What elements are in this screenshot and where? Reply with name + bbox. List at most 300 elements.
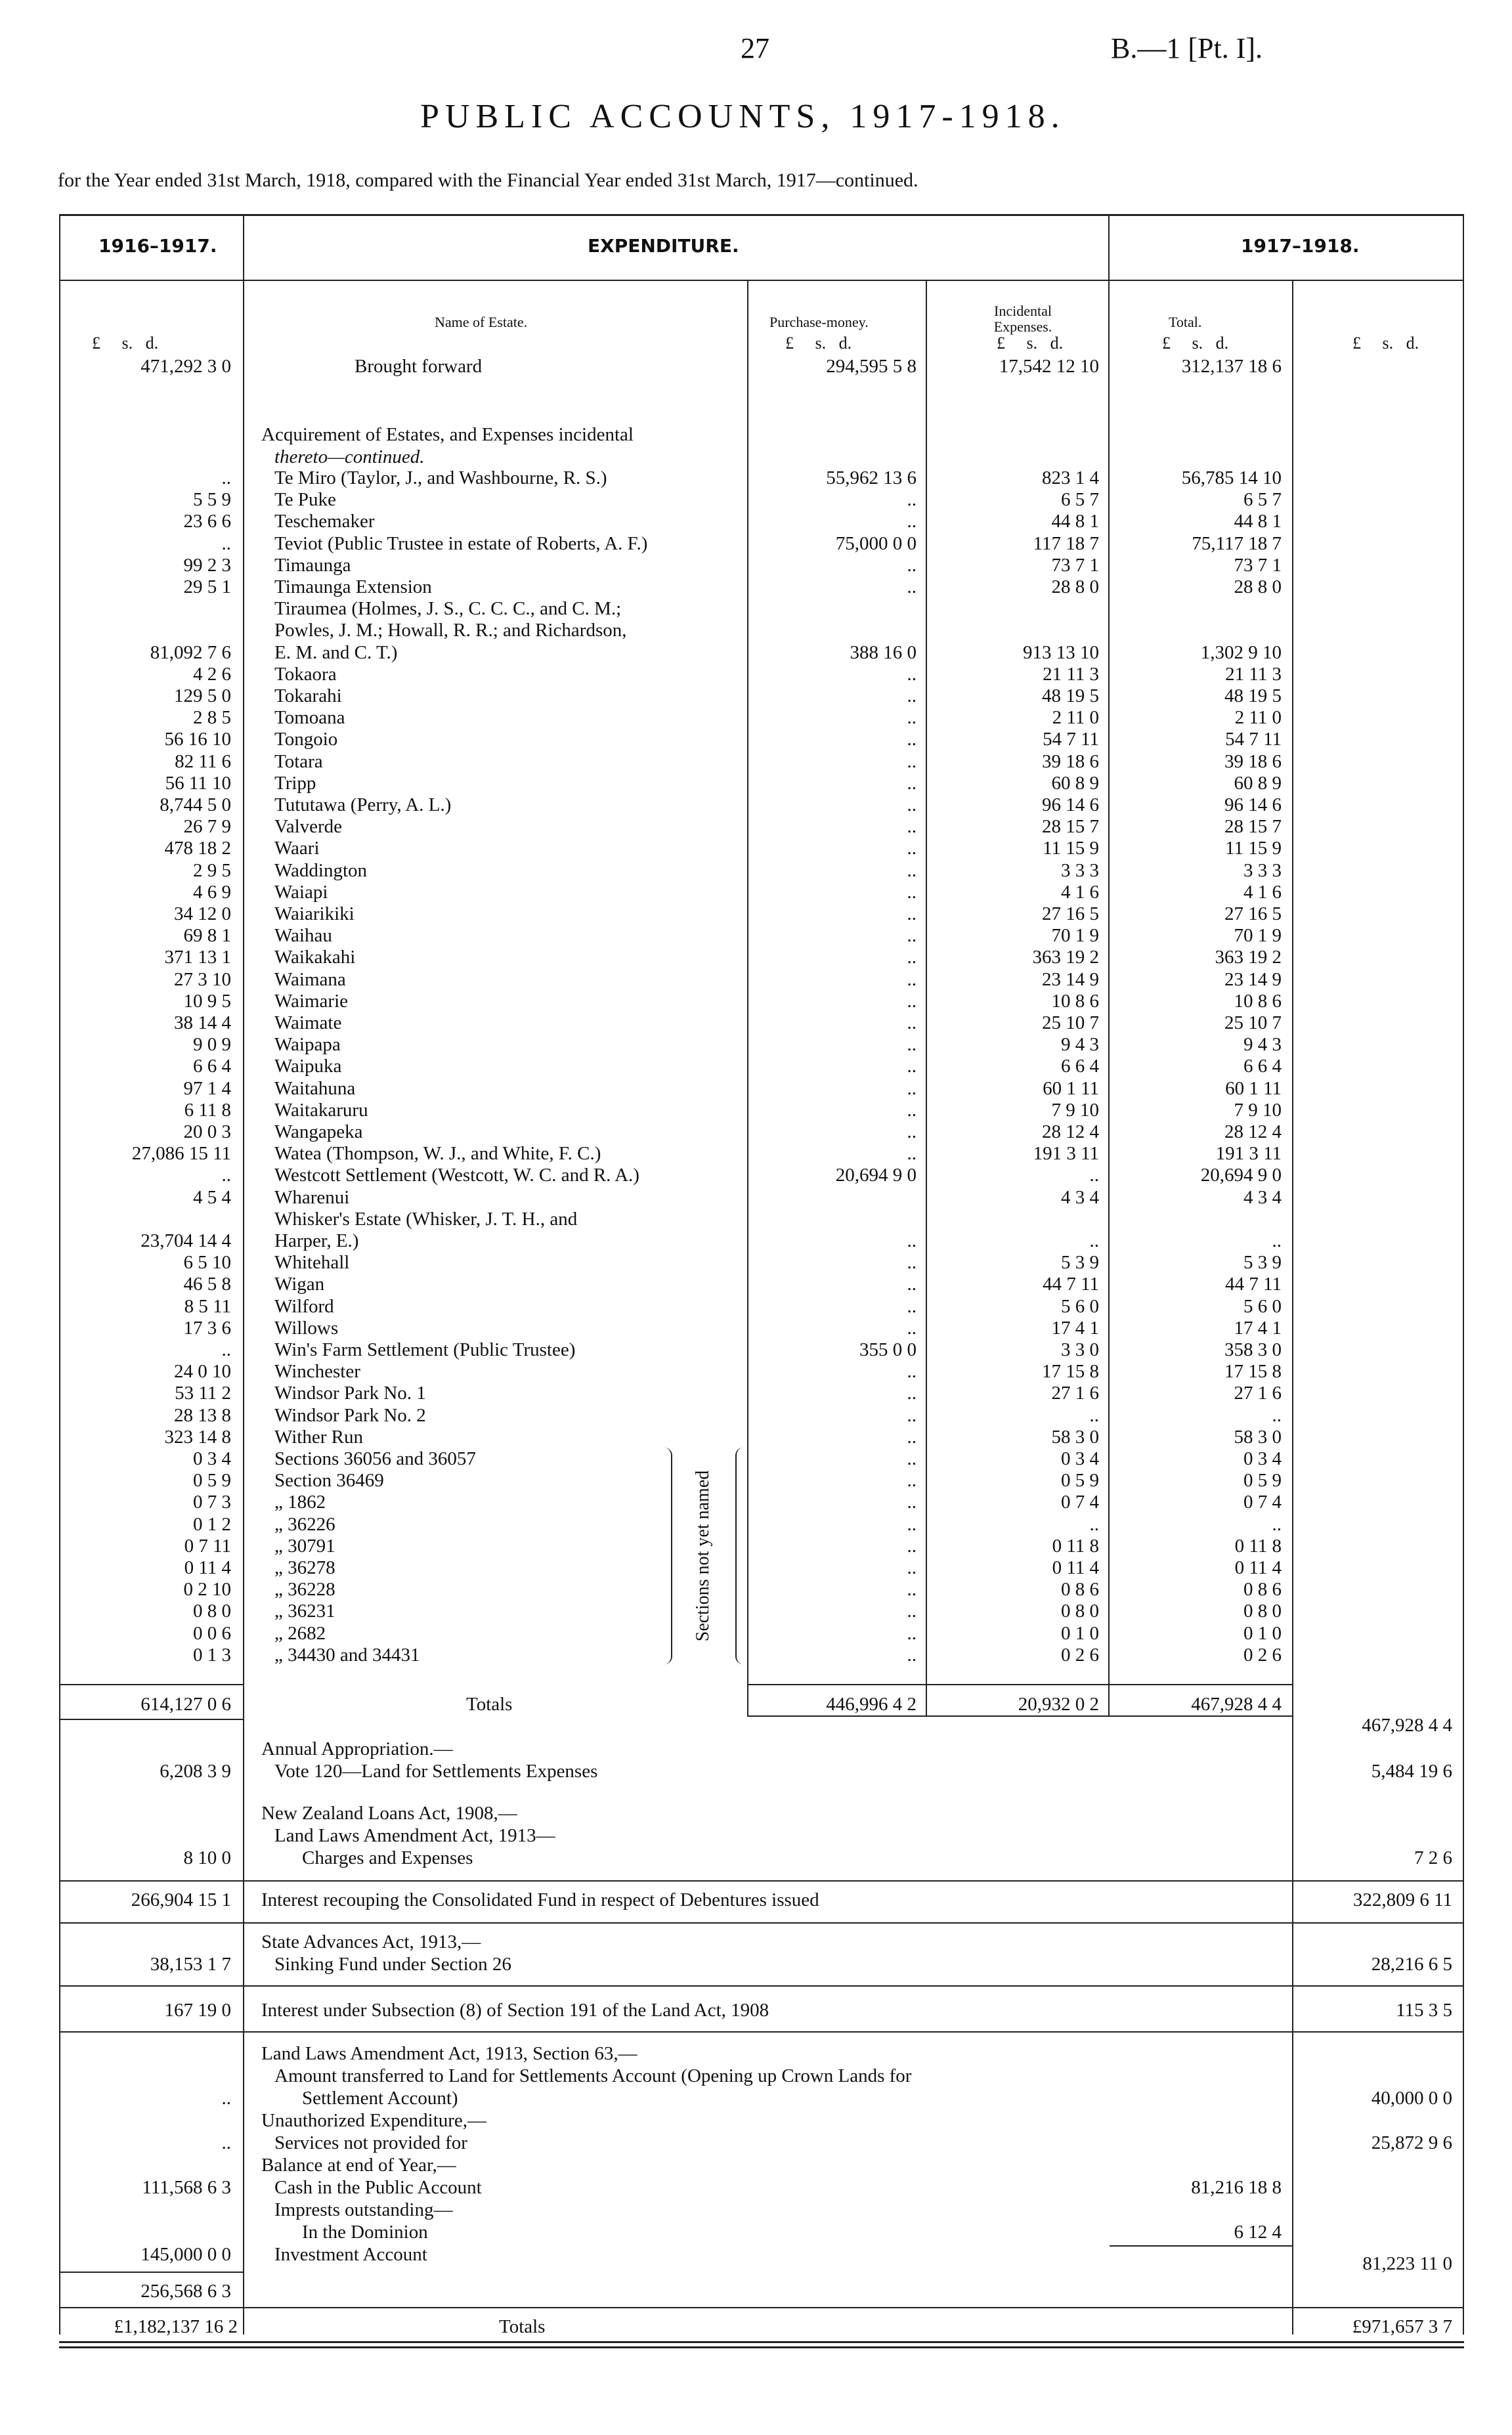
purchase-value: .. (907, 1427, 917, 1448)
nzloans-row (0, 1847, 1512, 1868)
stateadv-l1: State Advances Act, 1913,— (261, 1931, 481, 1952)
table-row (0, 620, 1512, 641)
estate-name: Wangapeka (274, 1121, 363, 1142)
incidental-value: 117 18 7 (1033, 533, 1099, 554)
incidental-value: 3 3 3 (1061, 860, 1099, 881)
estate-name: Waari (274, 838, 320, 859)
grand-rule-1 (59, 2341, 1464, 2343)
total-value: 21 11 3 (1225, 664, 1282, 685)
incidental-value: 4 3 4 (1061, 1187, 1099, 1208)
prev-value: 24 0 10 (174, 1361, 231, 1382)
table-row (0, 1296, 1512, 1317)
purchase-value: .. (907, 1143, 917, 1164)
page-number: 27 (741, 32, 769, 64)
purchase-value: .. (907, 1034, 917, 1055)
balance-prev-sum: 256,568 6 3 (140, 2281, 231, 2302)
estate-name: Section 36469 (274, 1470, 384, 1491)
table-row (0, 903, 1512, 924)
purchase-value: .. (907, 1361, 917, 1382)
nzloans-l2-row (0, 1825, 1512, 1846)
document-reference: B.—1 [Pt. I]. (1111, 32, 1263, 64)
purchase-value: .. (907, 947, 917, 968)
total-value: 5 3 9 (1243, 1252, 1282, 1273)
total-value: .. (1272, 1230, 1282, 1251)
interest-row (0, 1889, 1512, 1910)
table-row (0, 1078, 1512, 1099)
incidental-value: .. (1089, 1405, 1099, 1426)
incidental-value: 27 16 5 (1042, 903, 1099, 924)
balance-l3-row (0, 2199, 1512, 2220)
total-value: 23 14 9 (1224, 969, 1282, 990)
rule-balance-total (1110, 2245, 1292, 2247)
estate-name: Waimana (274, 969, 346, 990)
total-value: 0 8 0 (1243, 1601, 1282, 1622)
purchase-value: 20,694 9 0 (835, 1165, 917, 1186)
totals-final-row (0, 1715, 1512, 1736)
prev-value: 27 3 10 (174, 969, 231, 990)
estate-name: Te Puke (274, 489, 336, 510)
table-row (0, 925, 1512, 946)
prev-value: 82 11 6 (175, 751, 231, 772)
table-row (0, 1623, 1512, 1644)
total-value: 0 8 6 (1243, 1579, 1282, 1600)
prev-value: 2 9 5 (193, 860, 231, 881)
totals-rule-cols (747, 1684, 1292, 1685)
grand-rule-2 (59, 2346, 1464, 2348)
totals-label: Totals (466, 1694, 513, 1715)
purchase-value: 388 16 0 (850, 642, 917, 663)
estate-name: Waiarikiki (274, 903, 355, 924)
stateadv-final: 28,216 6 5 (1371, 1954, 1452, 1975)
estate-name: Waitahuna (274, 1078, 356, 1099)
nzloans-final: 7 2 6 (1414, 1847, 1452, 1868)
estate-name: Tiraumea (Holmes, J. S., C. C. C., and C. M.; (274, 598, 622, 619)
estate-name: Waimarie (274, 991, 348, 1012)
total-value: 6 6 4 (1243, 1056, 1282, 1077)
balance-l1-row (0, 2155, 1512, 2176)
prev-value: 6 6 4 (193, 1056, 231, 1077)
lsd-incidental: £ s. d. (997, 334, 1064, 353)
lla-prev: .. (221, 2088, 231, 2109)
purchase-value: .. (907, 903, 917, 924)
sub8-row (0, 2000, 1512, 2021)
estate-name: „ 30791 (274, 1536, 335, 1557)
prev-value: 0 0 6 (193, 1623, 231, 1644)
table-row (0, 1121, 1512, 1142)
header-divider (59, 280, 1464, 281)
annual-l2: Vote 120—Land for Settlements Expenses (274, 1761, 598, 1782)
section-title-2: thereto—continued. (274, 446, 425, 467)
incidental-value: .. (1089, 1514, 1099, 1535)
total-value: 0 3 4 (1243, 1448, 1282, 1469)
prev-value: 34 12 0 (174, 903, 231, 924)
estate-name: Wigan (274, 1274, 325, 1295)
prev-value: 0 1 3 (193, 1645, 231, 1666)
prev-value: .. (221, 1339, 231, 1360)
estate-name: Windsor Park No. 2 (274, 1405, 426, 1426)
estate-name: Windsor Park No. 1 (274, 1383, 426, 1404)
balance-final-row (0, 2253, 1512, 2274)
total-value: 28 12 4 (1224, 1121, 1282, 1142)
incidental-value: 3 3 0 (1061, 1339, 1099, 1360)
purchase-value: .. (907, 1536, 917, 1557)
prev-value: .. (221, 1165, 231, 1186)
purchase-value: .. (907, 1405, 917, 1426)
estate-name: Willows (274, 1318, 339, 1339)
estate-name: Whitehall (274, 1252, 350, 1273)
lla-l3: Settlement Account) (302, 2088, 458, 2109)
estate-name: Waiapi (274, 882, 328, 903)
incidental-value: 28 12 4 (1042, 1121, 1099, 1142)
purchase-value: .. (907, 1252, 917, 1273)
prev-value: 23,704 14 4 (140, 1230, 231, 1251)
table-row (0, 773, 1512, 794)
total-value: 4 1 6 (1243, 882, 1282, 903)
estate-name: Tokaora (274, 664, 337, 685)
total-value: 17 4 1 (1234, 1318, 1282, 1339)
prev-value: 6 5 10 (183, 1252, 231, 1273)
purchase-value: .. (907, 751, 917, 772)
unauth-row (0, 2132, 1512, 2153)
total-value: 191 3 11 (1215, 1143, 1282, 1164)
prev-value: 2 8 5 (193, 707, 231, 728)
incidental-value: 44 8 1 (1051, 511, 1099, 532)
sections-note: Sections not yet named (693, 1470, 713, 1642)
header-expenditure: EXPENDITURE. (588, 235, 739, 257)
table-row (0, 991, 1512, 1012)
total-value: 0 2 6 (1243, 1645, 1282, 1666)
table-row (0, 1209, 1512, 1230)
incidental-value: 0 5 9 (1061, 1470, 1099, 1491)
table-row (0, 838, 1512, 859)
balance-prev: 111,568 6 3 (142, 2177, 231, 2198)
incidental-value: 28 15 7 (1042, 816, 1099, 837)
total-value: 28 8 0 (1234, 576, 1282, 597)
estate-name: Westcott Settlement (Westcott, W. C. and R. A.) (274, 1165, 639, 1186)
estate-name: „ 36226 (274, 1514, 335, 1535)
table-row (0, 1339, 1512, 1360)
incidental-value: 60 8 9 (1051, 773, 1099, 794)
table-row (0, 598, 1512, 619)
totals-incidental: 20,932 0 2 (1018, 1694, 1099, 1715)
section-title-1: Acquirement of Estates, and Expenses incidental (261, 424, 634, 445)
header-total: Total. (1169, 314, 1202, 330)
estate-name: Win's Farm Settlement (Public Trustee) (274, 1339, 576, 1360)
total-value: 25 10 7 (1224, 1012, 1282, 1033)
prev-value: 6 11 8 (184, 1100, 231, 1121)
balance-final: 81,223 11 0 (1362, 2253, 1452, 2274)
table-row (0, 489, 1512, 510)
balance-cash-row (0, 2177, 1512, 2198)
nzloans-l1-row (0, 1803, 1512, 1824)
prev-value: 69 8 1 (183, 925, 231, 946)
rule-after-sub8 (59, 2031, 1464, 2033)
purchase-value: .. (907, 794, 917, 815)
table-row (0, 511, 1512, 532)
prev-value: 56 16 10 (164, 729, 231, 750)
incidental-value: 2 11 0 (1052, 707, 1099, 728)
incidental-value: 60 1 11 (1043, 1078, 1099, 1099)
incidental-value: 10 8 6 (1051, 991, 1099, 1012)
total-value: 6 5 7 (1243, 489, 1282, 510)
estate-name: Harper, E.) (274, 1230, 359, 1251)
estate-name: „ 1862 (274, 1492, 326, 1513)
table-row (0, 664, 1512, 685)
total-value: 0 7 4 (1243, 1492, 1282, 1513)
prev-value: 478 18 2 (164, 838, 231, 859)
purchase-value: .. (907, 685, 917, 706)
table-row (0, 947, 1512, 968)
total-value: 75,117 18 7 (1192, 533, 1282, 554)
prev-value: 5 5 9 (193, 489, 231, 510)
balance-l2: Cash in the Public Account (274, 2177, 482, 2198)
incidental-value: 44 7 11 (1043, 1274, 1099, 1295)
purchase-value: 355 0 0 (859, 1339, 917, 1360)
total-value: 363 19 2 (1215, 947, 1282, 968)
table-row (0, 576, 1512, 597)
annual-final: 5,484 19 6 (1371, 1761, 1452, 1782)
total-value: 54 7 11 (1225, 729, 1282, 750)
prev-value: 0 2 10 (183, 1579, 231, 1600)
lla-l1: Land Laws Amendment Act, 1913, Section 63,— (261, 2043, 637, 2064)
nzloans-prev: 8 10 0 (183, 1847, 231, 1868)
estate-name: Tongoio (274, 729, 338, 750)
incidental-value: 5 6 0 (1061, 1296, 1099, 1317)
estate-name: Whisker's Estate (Whisker, J. T. H., and (274, 1209, 578, 1230)
lla-l2-row (0, 2065, 1512, 2086)
purchase-value: .. (907, 1492, 917, 1513)
purchase-value: .. (907, 838, 917, 859)
table-row (0, 1187, 1512, 1208)
prev-value: 4 2 6 (193, 664, 231, 685)
purchase-value: .. (907, 1601, 917, 1622)
total-value: 48 19 5 (1224, 685, 1282, 706)
estate-name: Teschemaker (274, 511, 375, 532)
incidental-value: .. (1089, 1165, 1099, 1186)
table-row (0, 1012, 1512, 1033)
purchase-value: .. (907, 991, 917, 1012)
prev-value: 0 8 0 (193, 1601, 231, 1622)
estate-name: „ 2682 (274, 1623, 326, 1644)
incidental-value: 191 3 11 (1033, 1143, 1099, 1164)
incidental-value: 54 7 11 (1043, 729, 1099, 750)
total-value: .. (1272, 1405, 1282, 1426)
totals-final: 467,928 4 4 (1362, 1715, 1452, 1736)
prev-value: .. (221, 533, 231, 554)
prev-value: 29 5 1 (183, 576, 231, 597)
prev-value: 8,744 5 0 (160, 794, 231, 815)
table-row (0, 1645, 1512, 1666)
totals-rule-prev (59, 1684, 243, 1685)
balance-total2: 6 12 4 (1234, 2222, 1282, 2243)
purchase-value: .. (907, 1100, 917, 1121)
rule-after-stateadv (59, 1985, 1464, 1987)
prev-value: 0 7 11 (184, 1536, 231, 1557)
stateadv-prev: 38,153 1 7 (150, 1954, 231, 1975)
purchase-value: .. (907, 1274, 917, 1295)
balance-prev2: 145,000 0 0 (140, 2244, 231, 2265)
lsd-total: £ s. d. (1162, 334, 1229, 353)
sections-bracket-left (663, 1448, 672, 1664)
prev-value: 0 5 9 (193, 1470, 231, 1491)
estate-name: Winchester (274, 1361, 360, 1382)
table-row (0, 794, 1512, 815)
total-value: 1,302 9 10 (1200, 642, 1282, 663)
estate-name: „ 34430 and 34431 (274, 1645, 420, 1666)
estate-name: Tututawa (Perry, A. L.) (274, 794, 452, 815)
unauth-l1: Unauthorized Expenditure,— (261, 2110, 487, 2131)
prev-value: 0 1 2 (193, 1514, 231, 1535)
table-row (0, 1448, 1512, 1469)
total-value: 11 15 9 (1225, 838, 1282, 859)
lsd-prev: £ s. d. (92, 334, 159, 353)
bf-prev: 471,292 3 0 (140, 356, 231, 377)
nzloans-l1: New Zealand Loans Act, 1908,— (261, 1803, 517, 1824)
purchase-value: .. (907, 1056, 917, 1077)
total-value: 2 11 0 (1234, 707, 1282, 728)
bf-total: 312,137 18 6 (1181, 356, 1282, 377)
totals-prev: 614,127 0 6 (140, 1694, 231, 1715)
table-row (0, 685, 1512, 706)
estate-name: Waikakahi (274, 947, 356, 968)
estate-name: Teviot (Public Trustee in estate of Roberts, A. F.) (274, 533, 648, 554)
interest-l1: Interest recouping the Consolidated Fund in respect of Debentures issued (261, 1889, 819, 1910)
purchase-value: .. (907, 707, 917, 728)
prev-value: 56 11 10 (165, 773, 231, 794)
incidental-value: 21 11 3 (1043, 664, 1099, 685)
annual-l1: Annual Appropriation.— (261, 1738, 453, 1759)
prev-value: 17 3 6 (183, 1318, 231, 1339)
table-row (0, 1100, 1512, 1121)
purchase-value: .. (907, 882, 917, 903)
prev-value: 97 1 4 (183, 1078, 231, 1099)
incidental-value: 0 1 0 (1061, 1623, 1099, 1644)
purchase-value: .. (907, 1121, 917, 1142)
prev-value: 4 6 9 (193, 882, 231, 903)
total-value: 60 1 11 (1225, 1078, 1282, 1099)
total-value: 10 8 6 (1234, 991, 1282, 1012)
purchase-value: .. (907, 1645, 917, 1666)
lsd-purchase: £ s. d. (785, 334, 852, 353)
purchase-value: .. (907, 1012, 917, 1033)
estate-name: Watea (Thompson, W. J., and White, F. C.) (274, 1143, 601, 1164)
table-row (0, 751, 1512, 772)
total-value: .. (1272, 1514, 1282, 1535)
total-value: 39 18 6 (1224, 751, 1282, 772)
total-value: 17 15 8 (1224, 1361, 1282, 1382)
total-value: 5 6 0 (1243, 1296, 1282, 1317)
incidental-value: 17 15 8 (1042, 1361, 1099, 1382)
purchase-value: .. (907, 1296, 917, 1317)
header-purchase-money: Purchase-money. (769, 314, 869, 330)
prev-value: 323 14 8 (164, 1427, 231, 1448)
sections-bracket-right (735, 1448, 745, 1664)
estate-name: Wilford (274, 1296, 334, 1317)
table-row (0, 707, 1512, 728)
interest-prev: 266,904 15 1 (131, 1889, 231, 1910)
prev-value: 38 14 4 (174, 1012, 231, 1033)
incidental-value: 27 1 6 (1051, 1383, 1099, 1404)
prev-value: 81,092 7 6 (150, 642, 231, 663)
incidental-value: 6 6 4 (1061, 1056, 1099, 1077)
purchase-value: .. (907, 860, 917, 881)
balance-l4: In the Dominion (302, 2222, 428, 2243)
balance-total: 81,216 18 8 (1191, 2177, 1282, 2198)
balance-l5: Investment Account (274, 2244, 427, 2265)
prev-value: 27,086 15 11 (131, 1143, 231, 1164)
total-value: 3 3 3 (1243, 860, 1282, 881)
header-curr-year: 1917–1918. (1241, 235, 1360, 257)
prev-value: 53 11 2 (175, 1383, 231, 1404)
incidental-value: 70 1 9 (1051, 925, 1099, 946)
prev-value: 371 13 1 (164, 947, 231, 968)
table-row (0, 1405, 1512, 1426)
table-row (0, 1165, 1512, 1186)
table-row (0, 1514, 1512, 1535)
lsd-final: £ s. d. (1352, 334, 1419, 353)
stateadv-row (0, 1954, 1512, 1975)
purchase-value: .. (907, 925, 917, 946)
table-row (0, 1557, 1512, 1578)
incidental-value: .. (1089, 1230, 1099, 1251)
purchase-value: .. (907, 511, 917, 532)
balance-l3: Imprests outstanding— (274, 2199, 453, 2220)
prev-value: 0 7 3 (193, 1492, 231, 1513)
total-value: 0 11 8 (1234, 1536, 1282, 1557)
incidental-value: 0 2 6 (1061, 1645, 1099, 1666)
stateadv-l2: Sinking Fund under Section 26 (274, 1954, 511, 1975)
sub8-l1: Interest under Subsection (8) of Section 191 of the Land Act, 1908 (261, 2000, 769, 2021)
incidental-value: 0 11 4 (1052, 1557, 1099, 1578)
prev-value: 28 13 8 (174, 1405, 231, 1426)
sub8-prev: 167 19 0 (164, 2000, 231, 2021)
page-subtitle: for the Year ended 31st March, 1918, compared with the Financial Year ended 31st March, 1917—continued. (58, 169, 918, 191)
table-row (0, 533, 1512, 554)
total-value: 0 5 9 (1243, 1470, 1282, 1491)
total-value: 73 7 1 (1234, 555, 1282, 576)
grand-label: Totals (499, 2316, 546, 2337)
table-row (0, 1318, 1512, 1339)
purchase-value: .. (907, 1230, 917, 1251)
incidental-value: 0 3 4 (1061, 1448, 1099, 1469)
table-row (0, 1492, 1512, 1513)
lla-l1-row (0, 2043, 1512, 2064)
table-row (0, 882, 1512, 903)
unauth-l2: Services not provided for (274, 2132, 467, 2153)
table-row (0, 816, 1512, 837)
bf-incidental: 17,542 12 10 (999, 356, 1099, 377)
table-row (0, 1579, 1512, 1600)
estate-name: Tomoana (274, 707, 345, 728)
incidental-value: 0 8 6 (1061, 1579, 1099, 1600)
totals-total: 467,928 4 4 (1191, 1694, 1282, 1715)
annual-row (0, 1761, 1512, 1782)
page-title: PUBLIC ACCOUNTS, 1917-1918. (420, 98, 1066, 135)
incidental-value: 25 10 7 (1042, 1012, 1099, 1033)
stateadv-l1-row (0, 1931, 1512, 1952)
unauth-final: 25,872 9 6 (1371, 2132, 1452, 2153)
prev-value: 4 5 4 (193, 1187, 231, 1208)
total-value: 60 8 9 (1234, 773, 1282, 794)
table-row (0, 1252, 1512, 1273)
incidental-value: 11 15 9 (1043, 838, 1099, 859)
prev-value: 0 11 4 (184, 1557, 231, 1578)
incidental-value: 4 1 6 (1061, 882, 1099, 903)
prev-value: 9 0 9 (193, 1034, 231, 1055)
purchase-value: .. (907, 555, 917, 576)
annual-prev: 6,208 3 9 (160, 1761, 231, 1782)
purchase-value: .. (907, 969, 917, 990)
